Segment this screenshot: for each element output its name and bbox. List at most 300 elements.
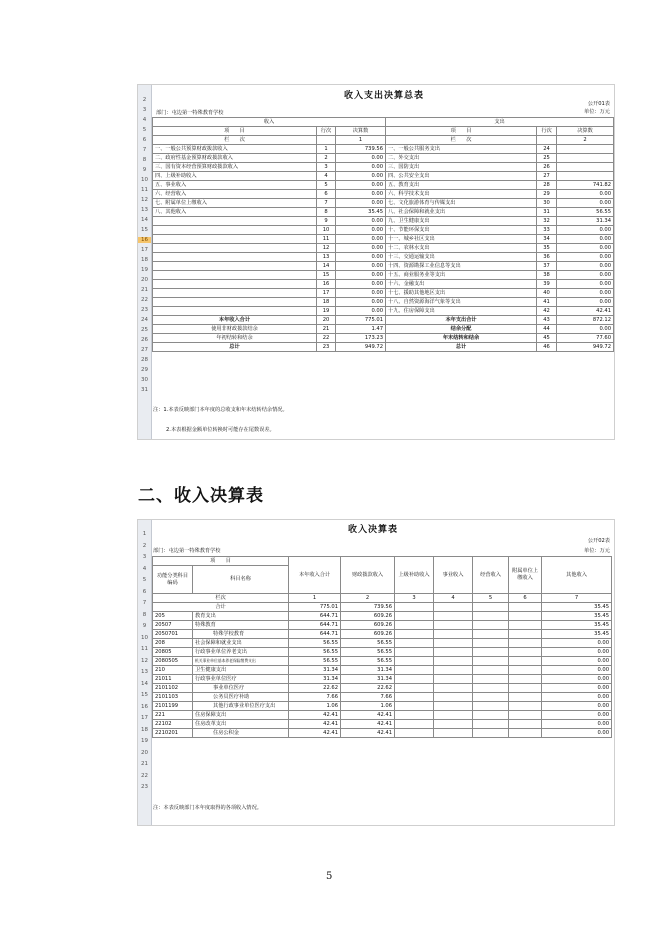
income-amount[interactable]: 0.00 — [336, 307, 386, 316]
header-affiliated-income[interactable]: 附属单位上缴收入 — [509, 557, 542, 594]
career-income-cell[interactable] — [434, 675, 473, 684]
career-income-cell[interactable] — [434, 639, 473, 648]
row-number[interactable]: 24 — [141, 317, 148, 323]
other-income-cell[interactable]: 0.00 — [542, 720, 612, 729]
business-income-cell[interactable] — [473, 675, 509, 684]
header-item[interactable]: 项 目 — [386, 127, 537, 136]
income-rowno[interactable]: 17 — [317, 289, 336, 298]
expense-rowno[interactable]: 39 — [537, 280, 557, 289]
business-income-cell[interactable] — [473, 648, 509, 657]
income-rowno[interactable]: 13 — [317, 253, 336, 262]
other-income-cell[interactable]: 0.00 — [542, 729, 612, 738]
income-item[interactable]: 八、其他收入 — [153, 208, 317, 217]
expense-side-header[interactable]: 支出 — [386, 118, 614, 127]
row-number[interactable]: 23 — [141, 784, 148, 790]
upper-subsidy-cell[interactable] — [395, 693, 434, 702]
other-income-cell[interactable]: 0.00 — [542, 711, 612, 720]
expense-amount[interactable]: 0.00 — [557, 190, 614, 199]
row-number[interactable]: 13 — [141, 207, 148, 213]
expense-amount[interactable]: 56.55 — [557, 208, 614, 217]
row-number[interactable]: 17 — [141, 715, 148, 721]
subject-code[interactable]: 22102 — [153, 720, 193, 729]
row-number[interactable]: 2 — [142, 97, 147, 103]
subject-code[interactable]: 221 — [153, 711, 193, 720]
row-number[interactable]: 14 — [141, 680, 148, 687]
row-number[interactable]: 19 — [141, 738, 148, 744]
income-rowno[interactable]: 3 — [317, 163, 336, 172]
expense-item[interactable]: 七、文化旅游体育与传媒支出 — [386, 199, 537, 208]
total-income-cell[interactable]: 644.71 — [289, 612, 341, 621]
row-number[interactable]: 15 — [141, 227, 148, 233]
subject-code[interactable]: 2080505 — [153, 657, 193, 666]
fiscal-income-cell[interactable]: 22.62 — [341, 684, 395, 693]
affiliated-income-cell[interactable] — [509, 621, 542, 630]
row-number[interactable]: 28 — [141, 357, 148, 363]
expense-item[interactable]: 二、外交支出 — [386, 154, 537, 163]
income-item[interactable] — [153, 262, 317, 271]
header-total-income[interactable]: 本年收入合计 — [289, 557, 341, 594]
income-item[interactable] — [153, 271, 317, 280]
business-income-cell[interactable] — [473, 729, 509, 738]
upper-subsidy-cell[interactable] — [395, 648, 434, 657]
row-number[interactable]: 30 — [141, 377, 148, 383]
expense-amount[interactable]: 0.00 — [557, 226, 614, 235]
header-upper-subsidy[interactable]: 上级补助收入 — [395, 557, 434, 594]
expense-amount[interactable] — [557, 172, 614, 181]
affiliated-income-cell[interactable] — [509, 702, 542, 711]
expense-amount[interactable]: 42.41 — [557, 307, 614, 316]
career-income-cell[interactable] — [434, 720, 473, 729]
fiscal-income-cell[interactable]: 31.34 — [341, 666, 395, 675]
income-rowno[interactable]: 2 — [317, 154, 336, 163]
income-item[interactable] — [153, 289, 317, 298]
business-income-cell[interactable] — [473, 657, 509, 666]
row-number[interactable]: 6 — [142, 588, 147, 595]
expense-rowno[interactable]: 24 — [537, 145, 557, 154]
income-amount[interactable]: 0.00 — [336, 253, 386, 262]
row-number[interactable]: 27 — [141, 347, 148, 353]
total-row-label[interactable]: 合计 — [153, 603, 289, 612]
expense-rowno[interactable]: 42 — [537, 307, 557, 316]
row-number[interactable]: 3 — [142, 554, 147, 560]
row-number[interactable]: 11 — [141, 187, 148, 193]
business-income-cell[interactable] — [473, 693, 509, 702]
income-rowno[interactable]: 5 — [317, 181, 336, 190]
row-number[interactable]: 13 — [141, 669, 148, 675]
row-number[interactable]: 22 — [141, 772, 148, 779]
column-index[interactable]: 2 — [557, 136, 614, 145]
row-number[interactable]: 2 — [142, 542, 147, 549]
career-income-cell[interactable] — [434, 729, 473, 738]
subject-code[interactable]: 2101102 — [153, 684, 193, 693]
header-amount[interactable]: 决算数 — [557, 127, 614, 136]
upper-subsidy-cell[interactable] — [395, 612, 434, 621]
career-income-cell[interactable] — [434, 711, 473, 720]
affiliated-income-cell[interactable] — [509, 630, 542, 639]
income-rowno[interactable]: 9 — [317, 217, 336, 226]
total-income-amount[interactable]: 775.01 — [336, 316, 386, 325]
income-item[interactable]: 四、上级补助收入 — [153, 172, 317, 181]
fiscal-income-cell[interactable]: 1.06 — [341, 702, 395, 711]
header-amount[interactable]: 决算数 — [336, 127, 386, 136]
total-income-cell[interactable]: 1.06 — [289, 702, 341, 711]
row-number[interactable]: 9 — [142, 167, 147, 173]
business-income-cell[interactable] — [473, 666, 509, 675]
row-number[interactable]: 14 — [141, 217, 148, 223]
income-amount[interactable]: 0.00 — [336, 226, 386, 235]
expense-rowno[interactable]: 29 — [537, 190, 557, 199]
expense-rowno[interactable]: 32 — [537, 217, 557, 226]
header-item[interactable]: 项 目 — [153, 557, 289, 566]
subject-code[interactable]: 2101103 — [153, 693, 193, 702]
expense-item[interactable]: 六、科学技术支出 — [386, 190, 537, 199]
income-amount[interactable]: 0.00 — [336, 181, 386, 190]
income-amount[interactable]: 0.00 — [336, 244, 386, 253]
total-income-cell[interactable]: 56.55 — [289, 648, 341, 657]
row-number[interactable]: 6 — [142, 137, 147, 143]
business-income-cell[interactable] — [473, 621, 509, 630]
row-number[interactable]: 8 — [142, 157, 147, 163]
fiscal-income-cell[interactable]: 31.34 — [341, 675, 395, 684]
fiscal-income-cell[interactable]: 56.55 — [341, 639, 395, 648]
total-income-cell[interactable]: 7.66 — [289, 693, 341, 702]
expense-item[interactable]: 四、公共安全支出 — [386, 172, 537, 181]
header-other-income[interactable]: 其他收入 — [542, 557, 612, 594]
income-rowno[interactable]: 16 — [317, 280, 336, 289]
subject-name[interactable]: 公务员医疗补助 — [193, 693, 289, 702]
row-number[interactable]: 3 — [142, 107, 147, 113]
header-fiscal-income[interactable]: 财政拨款收入 — [341, 557, 395, 594]
total-income-label[interactable]: 本年收入合计 — [153, 316, 317, 325]
upper-subsidy-cell[interactable] — [395, 720, 434, 729]
career-income-cell[interactable] — [434, 612, 473, 621]
income-item[interactable] — [153, 298, 317, 307]
other-income-cell[interactable]: 0.00 — [542, 684, 612, 693]
subject-code[interactable]: 208 — [153, 639, 193, 648]
business-income-cell[interactable] — [473, 684, 509, 693]
row-number[interactable]: 20 — [141, 277, 148, 283]
expense-rowno[interactable]: 28 — [537, 181, 557, 190]
income-amount[interactable]: 0.00 — [336, 262, 386, 271]
row-number[interactable]: 7 — [142, 147, 147, 153]
row-number[interactable]: 21 — [141, 761, 148, 767]
row-number[interactable]: 17 — [141, 247, 148, 253]
expense-item[interactable]: 十四、资源勘探工业信息等支出 — [386, 262, 537, 271]
row-number[interactable]: 10 — [141, 177, 148, 183]
other-income-cell[interactable]: 0.00 — [542, 648, 612, 657]
expense-amount[interactable]: 0.00 — [557, 271, 614, 280]
total-income-cell[interactable]: 644.71 — [289, 621, 341, 630]
upper-subsidy-cell[interactable] — [395, 711, 434, 720]
expense-amount[interactable]: 0.00 — [557, 253, 614, 262]
affiliated-income-cell[interactable] — [509, 729, 542, 738]
upper-subsidy-cell[interactable] — [395, 657, 434, 666]
subject-name[interactable]: 教育支出 — [193, 612, 289, 621]
row-number[interactable]: 16 — [138, 237, 151, 243]
row-number[interactable]: 10 — [141, 634, 148, 641]
affiliated-income-cell[interactable] — [509, 657, 542, 666]
business-income-cell[interactable] — [473, 612, 509, 621]
row-number[interactable]: 26 — [141, 337, 148, 343]
subject-code[interactable]: 2101199 — [153, 702, 193, 711]
column-index[interactable]: 1 — [336, 136, 386, 145]
expense-rowno[interactable]: 36 — [537, 253, 557, 262]
row-number[interactable]: 7 — [142, 600, 147, 606]
row-number[interactable]: 5 — [142, 577, 147, 583]
fiscal-income-cell[interactable]: 42.41 — [341, 711, 395, 720]
affiliated-income-cell[interactable] — [509, 666, 542, 675]
row-number[interactable]: 8 — [142, 611, 147, 618]
upper-subsidy-cell[interactable] — [395, 630, 434, 639]
expense-amount[interactable]: 0.00 — [557, 199, 614, 208]
total-income-cell[interactable]: 31.34 — [289, 675, 341, 684]
income-amount[interactable]: 0.00 — [336, 163, 386, 172]
income-side-header[interactable]: 收入 — [153, 118, 386, 127]
expense-amount[interactable] — [557, 145, 614, 154]
business-income-cell[interactable] — [473, 711, 509, 720]
subject-code[interactable]: 20805 — [153, 648, 193, 657]
grand-total-label[interactable]: 总计 — [386, 343, 537, 352]
income-amount[interactable]: 0.00 — [336, 289, 386, 298]
expense-item[interactable]: 十六、金融支出 — [386, 280, 537, 289]
income-rowno[interactable]: 10 — [317, 226, 336, 235]
income-amount[interactable]: 0.00 — [336, 235, 386, 244]
subject-code[interactable]: 205 — [153, 612, 193, 621]
expense-item[interactable]: 八、社会保障和就业支出 — [386, 208, 537, 217]
income-amount[interactable]: 0.00 — [336, 280, 386, 289]
header-name[interactable]: 科目名称 — [193, 566, 289, 594]
income-rowno[interactable]: 19 — [317, 307, 336, 316]
expense-rowno[interactable]: 31 — [537, 208, 557, 217]
row-number[interactable]: 29 — [141, 367, 148, 373]
income-rowno[interactable]: 1 — [317, 145, 336, 154]
row-number[interactable]: 1 — [142, 531, 147, 537]
expense-amount[interactable]: 0.00 — [557, 280, 614, 289]
total-income-cell[interactable]: 56.55 — [289, 657, 341, 666]
row-number[interactable]: 11 — [141, 646, 148, 652]
other-income-cell[interactable]: 35.45 — [542, 630, 612, 639]
fiscal-income-cell[interactable]: 42.41 — [341, 720, 395, 729]
column-index-label[interactable]: 栏 次 — [153, 136, 317, 145]
subject-code[interactable]: 20507 — [153, 621, 193, 630]
row-number[interactable]: 9 — [142, 623, 147, 629]
expense-amount[interactable] — [557, 163, 614, 172]
income-amount[interactable]: 0.00 — [336, 190, 386, 199]
income-amount[interactable]: 0.00 — [336, 271, 386, 280]
expense-item[interactable]: 十五、商业服务业等支出 — [386, 271, 537, 280]
expense-item[interactable]: 十三、交通运输支出 — [386, 253, 537, 262]
expense-item[interactable]: 五、教育支出 — [386, 181, 537, 190]
affiliated-income-cell[interactable] — [509, 648, 542, 657]
career-income-cell[interactable] — [434, 648, 473, 657]
subject-name[interactable]: 社会保障和就业支出 — [193, 639, 289, 648]
income-rowno[interactable]: 15 — [317, 271, 336, 280]
row-number[interactable]: 12 — [141, 657, 148, 664]
career-income-cell[interactable] — [434, 657, 473, 666]
income-rowno[interactable]: 11 — [317, 235, 336, 244]
row-number[interactable]: 12 — [141, 197, 148, 203]
row-number-gutter[interactable] — [138, 85, 152, 439]
total-income-cell[interactable]: 42.41 — [289, 729, 341, 738]
subject-name[interactable]: 其他行政事业单位医疗支出 — [193, 702, 289, 711]
affiliated-income-cell[interactable] — [509, 675, 542, 684]
upper-subsidy-cell[interactable] — [395, 729, 434, 738]
expense-amount[interactable]: 741.82 — [557, 181, 614, 190]
expense-rowno[interactable]: 38 — [537, 271, 557, 280]
subject-code[interactable]: 210 — [153, 666, 193, 675]
income-rowno[interactable]: 4 — [317, 172, 336, 181]
header-rowno[interactable]: 行次 — [537, 127, 557, 136]
fiscal-income-cell[interactable]: 7.66 — [341, 693, 395, 702]
income-rowno[interactable]: 18 — [317, 298, 336, 307]
expense-item[interactable]: 一、一般公共服务支出 — [386, 145, 537, 154]
expense-rowno[interactable]: 26 — [537, 163, 557, 172]
expense-item[interactable]: 十八、自然资源海洋气象等支出 — [386, 298, 537, 307]
row-number[interactable]: 18 — [141, 257, 148, 263]
column-index-label[interactable]: 栏次 — [153, 594, 289, 603]
subject-name[interactable]: 住房公积金 — [193, 729, 289, 738]
expense-amount[interactable]: 0.00 — [557, 262, 614, 271]
other-income-cell[interactable]: 0.00 — [542, 639, 612, 648]
row-number[interactable]: 15 — [141, 692, 148, 698]
upper-subsidy-cell[interactable] — [395, 684, 434, 693]
header-rowno[interactable]: 行次 — [317, 127, 336, 136]
career-income-cell[interactable] — [434, 693, 473, 702]
expense-rowno[interactable]: 34 — [537, 235, 557, 244]
subject-name[interactable]: 特殊学校教育 — [193, 630, 289, 639]
income-rowno[interactable]: 14 — [317, 262, 336, 271]
subject-name[interactable]: 事业单位医疗 — [193, 684, 289, 693]
income-item[interactable]: 二、政府性基金预算财政拨款收入 — [153, 154, 317, 163]
expense-amount[interactable]: 0.00 — [557, 235, 614, 244]
upper-subsidy-cell[interactable] — [395, 702, 434, 711]
row-number[interactable]: 23 — [141, 307, 148, 313]
other-income-cell[interactable]: 35.45 — [542, 621, 612, 630]
career-income-cell[interactable] — [434, 621, 473, 630]
expense-item[interactable]: 十一、城乡社区支出 — [386, 235, 537, 244]
expense-amount[interactable]: 0.00 — [557, 244, 614, 253]
row-number[interactable]: 22 — [141, 297, 148, 303]
expense-item[interactable]: 九、卫生健康支出 — [386, 217, 537, 226]
income-item[interactable] — [153, 235, 317, 244]
total-income-cell[interactable]: 31.34 — [289, 666, 341, 675]
income-rowno[interactable]: 8 — [317, 208, 336, 217]
expense-item[interactable]: 十二、农林水支出 — [386, 244, 537, 253]
subject-name[interactable]: 卫生健康支出 — [193, 666, 289, 675]
header-item[interactable]: 项 目 — [153, 127, 317, 136]
subject-code[interactable]: 2210201 — [153, 729, 193, 738]
income-rowno[interactable]: 6 — [317, 190, 336, 199]
income-item[interactable] — [153, 217, 317, 226]
row-number[interactable]: 31 — [141, 387, 148, 393]
affiliated-income-cell[interactable] — [509, 693, 542, 702]
other-income-cell[interactable]: 0.00 — [542, 702, 612, 711]
fiscal-income-cell[interactable]: 609.26 — [341, 621, 395, 630]
row-number[interactable]: 16 — [141, 703, 148, 710]
row-number[interactable]: 25 — [141, 327, 148, 333]
other-income-cell[interactable]: 35.45 — [542, 612, 612, 621]
subject-name[interactable]: 机关事业单位基本养老保险缴费支出 — [193, 657, 289, 666]
income-item[interactable]: 七、附属单位上缴收入 — [153, 199, 317, 208]
income-amount[interactable]: 0.00 — [336, 298, 386, 307]
affiliated-income-cell[interactable] — [509, 720, 542, 729]
upper-subsidy-cell[interactable] — [395, 675, 434, 684]
income-amount[interactable]: 0.00 — [336, 217, 386, 226]
row-number[interactable]: 19 — [141, 267, 148, 273]
total-expense-label[interactable]: 本年支出合计 — [386, 316, 537, 325]
affiliated-income-cell[interactable] — [509, 639, 542, 648]
other-income-cell[interactable]: 0.00 — [542, 675, 612, 684]
expense-item[interactable]: 十七、援助其他地区支出 — [386, 289, 537, 298]
income-item[interactable] — [153, 244, 317, 253]
expense-item[interactable]: 十、节能环保支出 — [386, 226, 537, 235]
subject-name[interactable]: 住房改革支出 — [193, 720, 289, 729]
expense-item[interactable]: 三、国防支出 — [386, 163, 537, 172]
business-income-cell[interactable] — [473, 630, 509, 639]
income-item[interactable]: 五、事业收入 — [153, 181, 317, 190]
income-amount[interactable]: 0.00 — [336, 172, 386, 181]
income-item[interactable]: 三、国有资本经营预算财政拨款收入 — [153, 163, 317, 172]
expense-rowno[interactable]: 40 — [537, 289, 557, 298]
subject-name[interactable]: 行政事业单位医疗 — [193, 675, 289, 684]
business-income-cell[interactable] — [473, 639, 509, 648]
upper-subsidy-cell[interactable] — [395, 666, 434, 675]
expense-rowno[interactable]: 25 — [537, 154, 557, 163]
expense-rowno[interactable]: 41 — [537, 298, 557, 307]
business-income-cell[interactable] — [473, 702, 509, 711]
affiliated-income-cell[interactable] — [509, 684, 542, 693]
row-number[interactable]: 5 — [142, 127, 147, 133]
row-number[interactable]: 4 — [142, 117, 147, 123]
subject-code[interactable]: 21011 — [153, 675, 193, 684]
income-item[interactable] — [153, 280, 317, 289]
grand-total-label[interactable]: 总计 — [153, 343, 317, 352]
affiliated-income-cell[interactable] — [509, 711, 542, 720]
income-item[interactable]: 一、一般公共预算财政拨款收入 — [153, 145, 317, 154]
row-number[interactable]: 21 — [141, 287, 148, 293]
income-item[interactable]: 六、经营收入 — [153, 190, 317, 199]
income-amount[interactable]: 35.45 — [336, 208, 386, 217]
expense-item[interactable]: 十九、住房保障支出 — [386, 307, 537, 316]
other-income-cell[interactable]: 0.00 — [542, 693, 612, 702]
career-income-cell[interactable] — [434, 684, 473, 693]
income-rowno[interactable]: 12 — [317, 244, 336, 253]
expense-rowno[interactable]: 35 — [537, 244, 557, 253]
fiscal-income-cell[interactable]: 56.55 — [341, 648, 395, 657]
header-code[interactable]: 功能分类科目编码 — [153, 566, 193, 594]
total-expense-amount[interactable]: 872.12 — [557, 316, 614, 325]
subject-name[interactable]: 行政事业单位养老支出 — [193, 648, 289, 657]
expense-amount[interactable]: 31.34 — [557, 217, 614, 226]
career-income-cell[interactable] — [434, 702, 473, 711]
expense-amount[interactable]: 0.00 — [557, 289, 614, 298]
total-income-cell[interactable]: 22.62 — [289, 684, 341, 693]
expense-rowno[interactable]: 27 — [537, 172, 557, 181]
header-business-income[interactable]: 经营收入 — [473, 557, 509, 594]
upper-subsidy-cell[interactable] — [395, 621, 434, 630]
total-income-cell[interactable]: 644.71 — [289, 630, 341, 639]
fiscal-income-cell[interactable]: 609.26 — [341, 630, 395, 639]
income-amount[interactable]: 0.00 — [336, 154, 386, 163]
header-career-income[interactable]: 事业收入 — [434, 557, 473, 594]
expense-rowno[interactable]: 33 — [537, 226, 557, 235]
expense-amount[interactable]: 0.00 — [557, 298, 614, 307]
career-income-cell[interactable] — [434, 630, 473, 639]
affiliated-income-cell[interactable] — [509, 612, 542, 621]
row-number[interactable]: 18 — [141, 726, 148, 733]
upper-subsidy-cell[interactable] — [395, 639, 434, 648]
total-income-cell[interactable]: 42.41 — [289, 720, 341, 729]
